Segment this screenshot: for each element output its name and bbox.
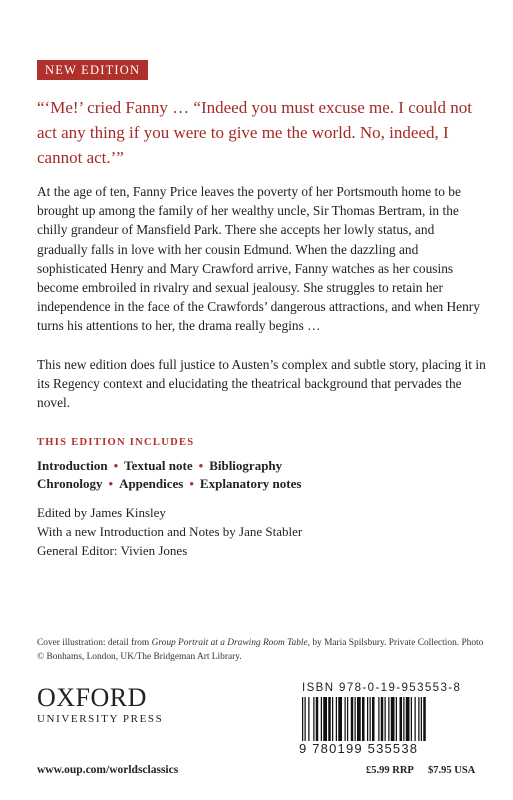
publisher-logo bbox=[37, 684, 163, 726]
blurb-paragraph-1: At the age of ten, Fanny Price leaves the poverty of her Portsmouth home to be brought up among the family of her wealthy uncle, Sir Thomas Bertram, in the chilly grandeur of Mansfield Park. There she accepts her lowly status, and gradually falls in love with her cousin Edmund. When the dazzling and sophisticated Henry and Mary Crawford arrive, Fanny watches as her cousins become embroiled in rivalry and sexual jealousy. She struggles to retain her independence in the face of the Crawfords’ dangerous attractions, and when Henry turns his attentions to her, the drama really begins … bbox=[37, 184, 480, 334]
blurb-paragraph-2: This new edition does full justice to Austen’s complex and subtle story, placing it in its Regency context and elucidating the theatrical background that pervades the novel. bbox=[37, 357, 486, 411]
publisher-url: www.oup.com/worldsclassics bbox=[37, 764, 179, 776]
publisher-subtitle: UNIVERSITY PRESS bbox=[37, 713, 164, 725]
bullet-separator: • bbox=[113, 458, 119, 473]
new-edition-badge: NEW EDITION bbox=[37, 60, 148, 80]
pull-quote: “‘Me!’ cried Fanny … “Indeed you must excuse me. I could not act any thing if you were to give me the world. No, indeed, I cannot act.’” bbox=[37, 98, 472, 167]
editor-credit: Edited by James Kinsley bbox=[37, 505, 166, 520]
introduction-credit: With a new Introduction and Notes by Jane Stabler bbox=[37, 524, 303, 539]
publisher-name: OXFORD bbox=[37, 683, 147, 712]
includes-row-2 bbox=[37, 475, 487, 493]
price-gbp: £5.99 RRP bbox=[366, 765, 414, 776]
bullet-separator: • bbox=[189, 476, 194, 491]
includes-item: Explanatory notes bbox=[199, 476, 302, 491]
includes-heading: THIS EDITION INCLUDES bbox=[37, 437, 195, 448]
bullet-separator: • bbox=[108, 476, 114, 491]
bullet-separator: • bbox=[198, 458, 204, 473]
includes-item: Introduction bbox=[37, 458, 108, 473]
barcode-number: 9 780199 535538 bbox=[299, 741, 481, 757]
price-usd: $7.95 USA bbox=[428, 765, 476, 776]
includes-item: Textual note bbox=[124, 458, 193, 473]
includes-item: Bibliography bbox=[209, 458, 283, 473]
credits bbox=[37, 503, 487, 560]
includes-item: Chronology bbox=[37, 476, 103, 491]
cover-illustration-credit: Cover illustration: detail from Group Portrait at a Drawing Room Table, by Maria Spilsbury. Private Collection. Photo © Bonhams, London, UK/The Bridgeman Art Library. bbox=[37, 638, 484, 662]
includes-item: Appendices bbox=[119, 476, 184, 491]
includes-row-1 bbox=[37, 457, 487, 475]
general-editor-credit: General Editor: Vivien Jones bbox=[37, 543, 188, 558]
isbn-label: ISBN 978-0-19-953553-8 bbox=[302, 682, 462, 694]
